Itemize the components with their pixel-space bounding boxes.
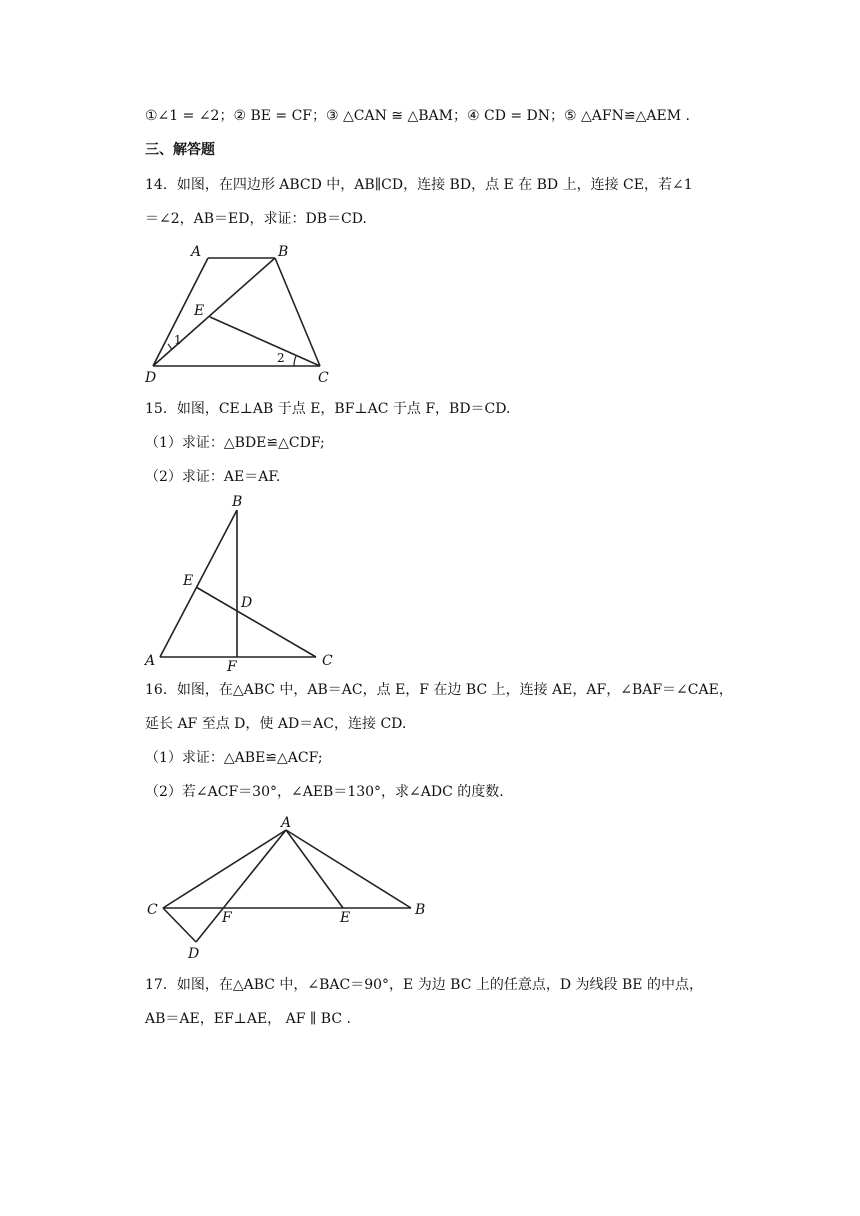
question-15: 15．如图，CE⊥AB 于点 E，BF⊥AC 于点 F，BD＝CD. (145, 401, 511, 417)
statement-list: ①∠1 = ∠2；② BE = CF；③ △CAN ≅ △BAM；④ CD = DN；⑤ △AFN≌△AEM . (145, 108, 690, 124)
fig15-segment-ba (160, 510, 237, 657)
question-14-line-2: ＝∠2，AB＝ED，求证：DB＝CD. (145, 211, 367, 227)
fig16-label-a: A (281, 815, 292, 831)
fig14-label-d: D (145, 370, 157, 386)
fig16-segment-ab (286, 830, 411, 908)
question-16-part-2: （2）若∠ACF＝30°，∠AEB＝130°，求∠ADC 的度数. (145, 784, 504, 800)
fig16-label-f: F (222, 910, 232, 926)
fig16-label-d: D (188, 946, 200, 962)
section-heading: 三、解答题 (145, 142, 215, 158)
question-17-line-2: AB＝AE，EF⊥AE， AF ∥ BC . (145, 1011, 351, 1027)
fig16-label-e: E (340, 910, 351, 926)
question-16-part-1: （1）求证：△ABE≌△ACF; (145, 750, 323, 766)
fig15-label-c: C (322, 653, 333, 669)
fig14-label-b: B (278, 244, 289, 260)
fig15-label-d: D (241, 595, 253, 611)
fig14-angle-1-arc (168, 344, 172, 350)
question-14-line-1: 14．如图，在四边形 ABCD 中，AB∥CD，连接 BD，点 E 在 BD 上，连接 CE，若∠1 (145, 177, 693, 193)
fig14-label-angle-2: 2 (277, 351, 285, 365)
question-16-line-2: 延长 AF 至点 D，使 AD＝AC，连接 CD. (145, 716, 407, 732)
question-15-part-2: （2）求证：AE＝AF. (145, 469, 281, 485)
fig15-segment-ec (196, 587, 316, 657)
fig16-segment-ac (163, 830, 286, 908)
fig15-label-a: A (145, 653, 156, 669)
fig14-label-e: E (194, 303, 205, 319)
question-17-line-1: 17．如图，在△ABC 中，∠BAC＝90°，E 为边 BC 上的任意点，D 为线段 BE 的中点， (145, 977, 703, 993)
fig16-segment-ae (286, 830, 343, 908)
fig15-label-f: F (227, 659, 237, 675)
question-15-part-1: （1）求证：△BDE≌△CDF; (145, 435, 325, 451)
fig15-label-e: E (183, 573, 194, 589)
fig14-label-c: C (318, 370, 329, 386)
question-16-line-1: 16．如图，在△ABC 中，AB＝AC，点 E，F 在边 BC 上，连接 AE，AF，∠BAF＝∠CAE， (145, 682, 733, 698)
fig14-angle-2-arc (294, 356, 296, 366)
fig15-label-b: B (232, 494, 243, 510)
figure-16-triangle (163, 830, 411, 942)
fig14-label-a: A (191, 244, 202, 260)
fig16-segment-ad (196, 830, 286, 942)
fig16-label-b: B (415, 902, 426, 918)
fig16-segment-cd (163, 908, 196, 942)
fig16-label-c: C (147, 902, 158, 918)
fig14-label-angle-1: 1 (174, 333, 182, 347)
